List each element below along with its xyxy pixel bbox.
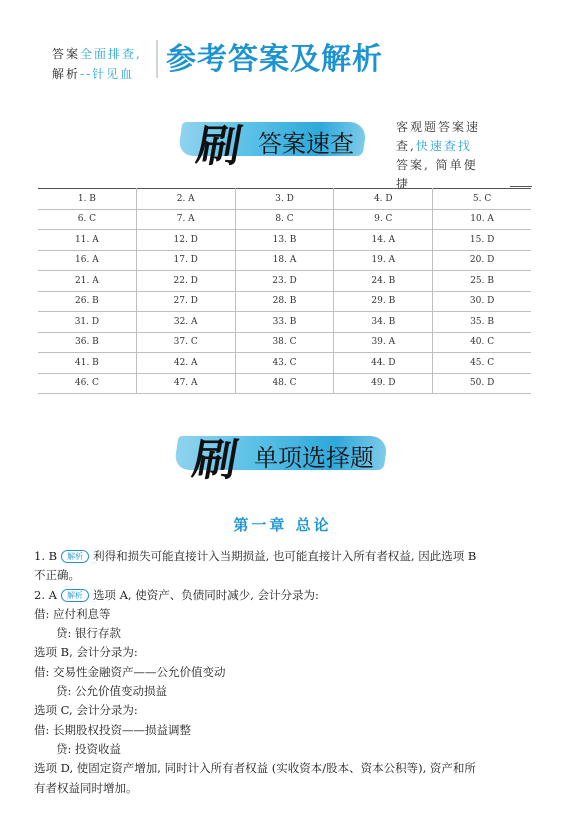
journal-entry-debit: 借: 交易性金融资产——公允价值变动 (34, 664, 226, 679)
analysis-tag: 解析 (61, 550, 89, 563)
brush-character: 刷 (192, 121, 246, 172)
tagline-prefix: 解析 (52, 67, 81, 81)
answer-cell: 29. B (334, 291, 433, 312)
question-answer: 2. A (34, 587, 57, 602)
side-note (396, 118, 506, 194)
answer-row (38, 209, 531, 230)
answer-cell: 47. A (136, 373, 235, 394)
answer-cell: 50. D (433, 373, 531, 394)
journal-entry-credit: 贷: 银行存款 (56, 626, 122, 641)
explanation-body (34, 547, 534, 798)
journal-entry-debit: 借: 应付利息等 (34, 606, 111, 621)
answer-cell: 26. B (38, 291, 136, 312)
journal-entry-credit: 贷: 投资收益 (56, 741, 122, 756)
answer-banner-label: 答案速查 (258, 130, 354, 158)
answer-cell: 12. D (136, 230, 235, 251)
answer-cell: 3. D (235, 189, 334, 210)
answer-row (38, 250, 531, 271)
answer-cell: 37. C (136, 332, 235, 353)
answer-row (38, 189, 531, 210)
answer-cell: 49. D (334, 373, 433, 394)
explanation-text: 有者权益同时增加。 (34, 780, 138, 795)
page-title: 参考答案及解析 (166, 42, 383, 77)
answer-row (38, 312, 531, 333)
answer-cell: 39. A (334, 332, 433, 353)
side-note-line (396, 137, 506, 156)
answer-cell: 19. A (334, 250, 433, 271)
answer-cell: 20. D (433, 250, 531, 271)
section-banner-label: 单项选择题 (254, 444, 374, 472)
section-banner (176, 426, 386, 486)
answer-cell: 24. B (334, 271, 433, 292)
answer-banner (180, 112, 365, 172)
answer-cell: 35. B (433, 312, 531, 333)
tagline-line1 (52, 44, 142, 64)
answer-cell: 23. D (235, 271, 334, 292)
answer-cell: 44. D (334, 353, 433, 374)
answer-cell: 33. B (235, 312, 334, 333)
answer-cell: 45. C (433, 353, 531, 374)
answer-cell: 21. A (38, 271, 136, 292)
answer-row (38, 271, 531, 292)
tagline-prefix: 答案 (52, 47, 81, 61)
answer-row (38, 332, 531, 353)
answer-cell: 32. A (136, 312, 235, 333)
answer-cell: 14. A (334, 230, 433, 251)
answer-cell: 18. A (235, 250, 334, 271)
question-answer: 1. B (34, 549, 58, 563)
answer-row (38, 230, 531, 251)
analysis-tag: 解析 (61, 589, 89, 602)
explanation-text: 利得和损失可能直接计入当期损益, 也可能直接计入所有者权益, 因此选项 B (93, 549, 477, 563)
answer-cell: 40. C (433, 332, 531, 353)
explanation-item (34, 547, 534, 566)
answer-cell: 15. D (433, 230, 531, 251)
answer-cell: 1. B (38, 189, 136, 210)
answer-cell: 22. D (136, 271, 235, 292)
answer-cell: 25. B (433, 271, 531, 292)
answer-cell: 34. B (334, 312, 433, 333)
journal-entry-credit: 贷: 公允价值变动损益 (56, 684, 168, 699)
explanation-text: 选项 C, 会计分录为: (34, 703, 138, 718)
side-note-highlight: 快速查找 (415, 139, 472, 153)
answer-cell: 30. D (433, 291, 531, 312)
answer-cell: 10. A (433, 209, 531, 230)
brush-character: 刷 (188, 435, 242, 486)
answer-table (38, 188, 531, 394)
answer-cell: 4. D (334, 189, 433, 210)
answer-cell: 11. A (38, 230, 136, 251)
answer-cell: 27. D (136, 291, 235, 312)
header-divider (156, 40, 158, 78)
tagline-highlight: 全面排查, (80, 47, 142, 61)
answer-cell: 41. B (38, 353, 136, 374)
answer-row (38, 291, 531, 312)
explanation-text: 不正确。 (34, 568, 80, 583)
answer-cell: 13. B (235, 230, 334, 251)
answer-cell: 48. C (235, 373, 334, 394)
side-note-line: 捷 (396, 177, 411, 191)
answer-cell: 7. A (136, 209, 235, 230)
side-note-text: 查, (396, 139, 416, 153)
answer-cell: 28. B (235, 291, 334, 312)
tagline-line2 (52, 64, 142, 84)
explanation-text: 选项 B, 会计分录为: (34, 645, 138, 660)
answer-cell: 2. A (136, 189, 235, 210)
answer-cell: 5. C (433, 189, 531, 210)
answer-cell: 9. C (334, 209, 433, 230)
answer-cell: 16. A (38, 250, 136, 271)
chapter-title: 第一章 总论 (233, 516, 332, 534)
answer-cell: 46. C (38, 373, 136, 394)
table-top-rule-extension (510, 186, 532, 187)
answer-row (38, 353, 531, 374)
side-note-line: 答案, 简单便 (396, 158, 478, 172)
explanation-item (34, 586, 534, 605)
explanation-text: 选项 A, 使资产、负债同时减少, 会计分录为: (92, 587, 319, 602)
explanation-text: 选项 D, 使固定资产增加, 同时计入所有者权益 (实收资本/股本、资本公积等), 资产和所 (34, 761, 476, 776)
answer-cell: 17. D (136, 250, 235, 271)
answer-cell: 8. C (235, 209, 334, 230)
answer-cell: 43. C (235, 353, 334, 374)
answer-cell: 42. A (136, 353, 235, 374)
answer-cell: 6. C (38, 209, 136, 230)
answer-cell: 31. D (38, 312, 136, 333)
answer-cell: 38. C (235, 332, 334, 353)
header-tagline (52, 44, 142, 84)
tagline-highlight: --针见血 (80, 67, 135, 81)
side-note-line: 客观题答案速 (396, 120, 481, 134)
journal-entry-debit: 借: 长期股权投资——损益调整 (34, 722, 192, 737)
answer-cell: 36. B (38, 332, 136, 353)
answer-row (38, 373, 531, 394)
